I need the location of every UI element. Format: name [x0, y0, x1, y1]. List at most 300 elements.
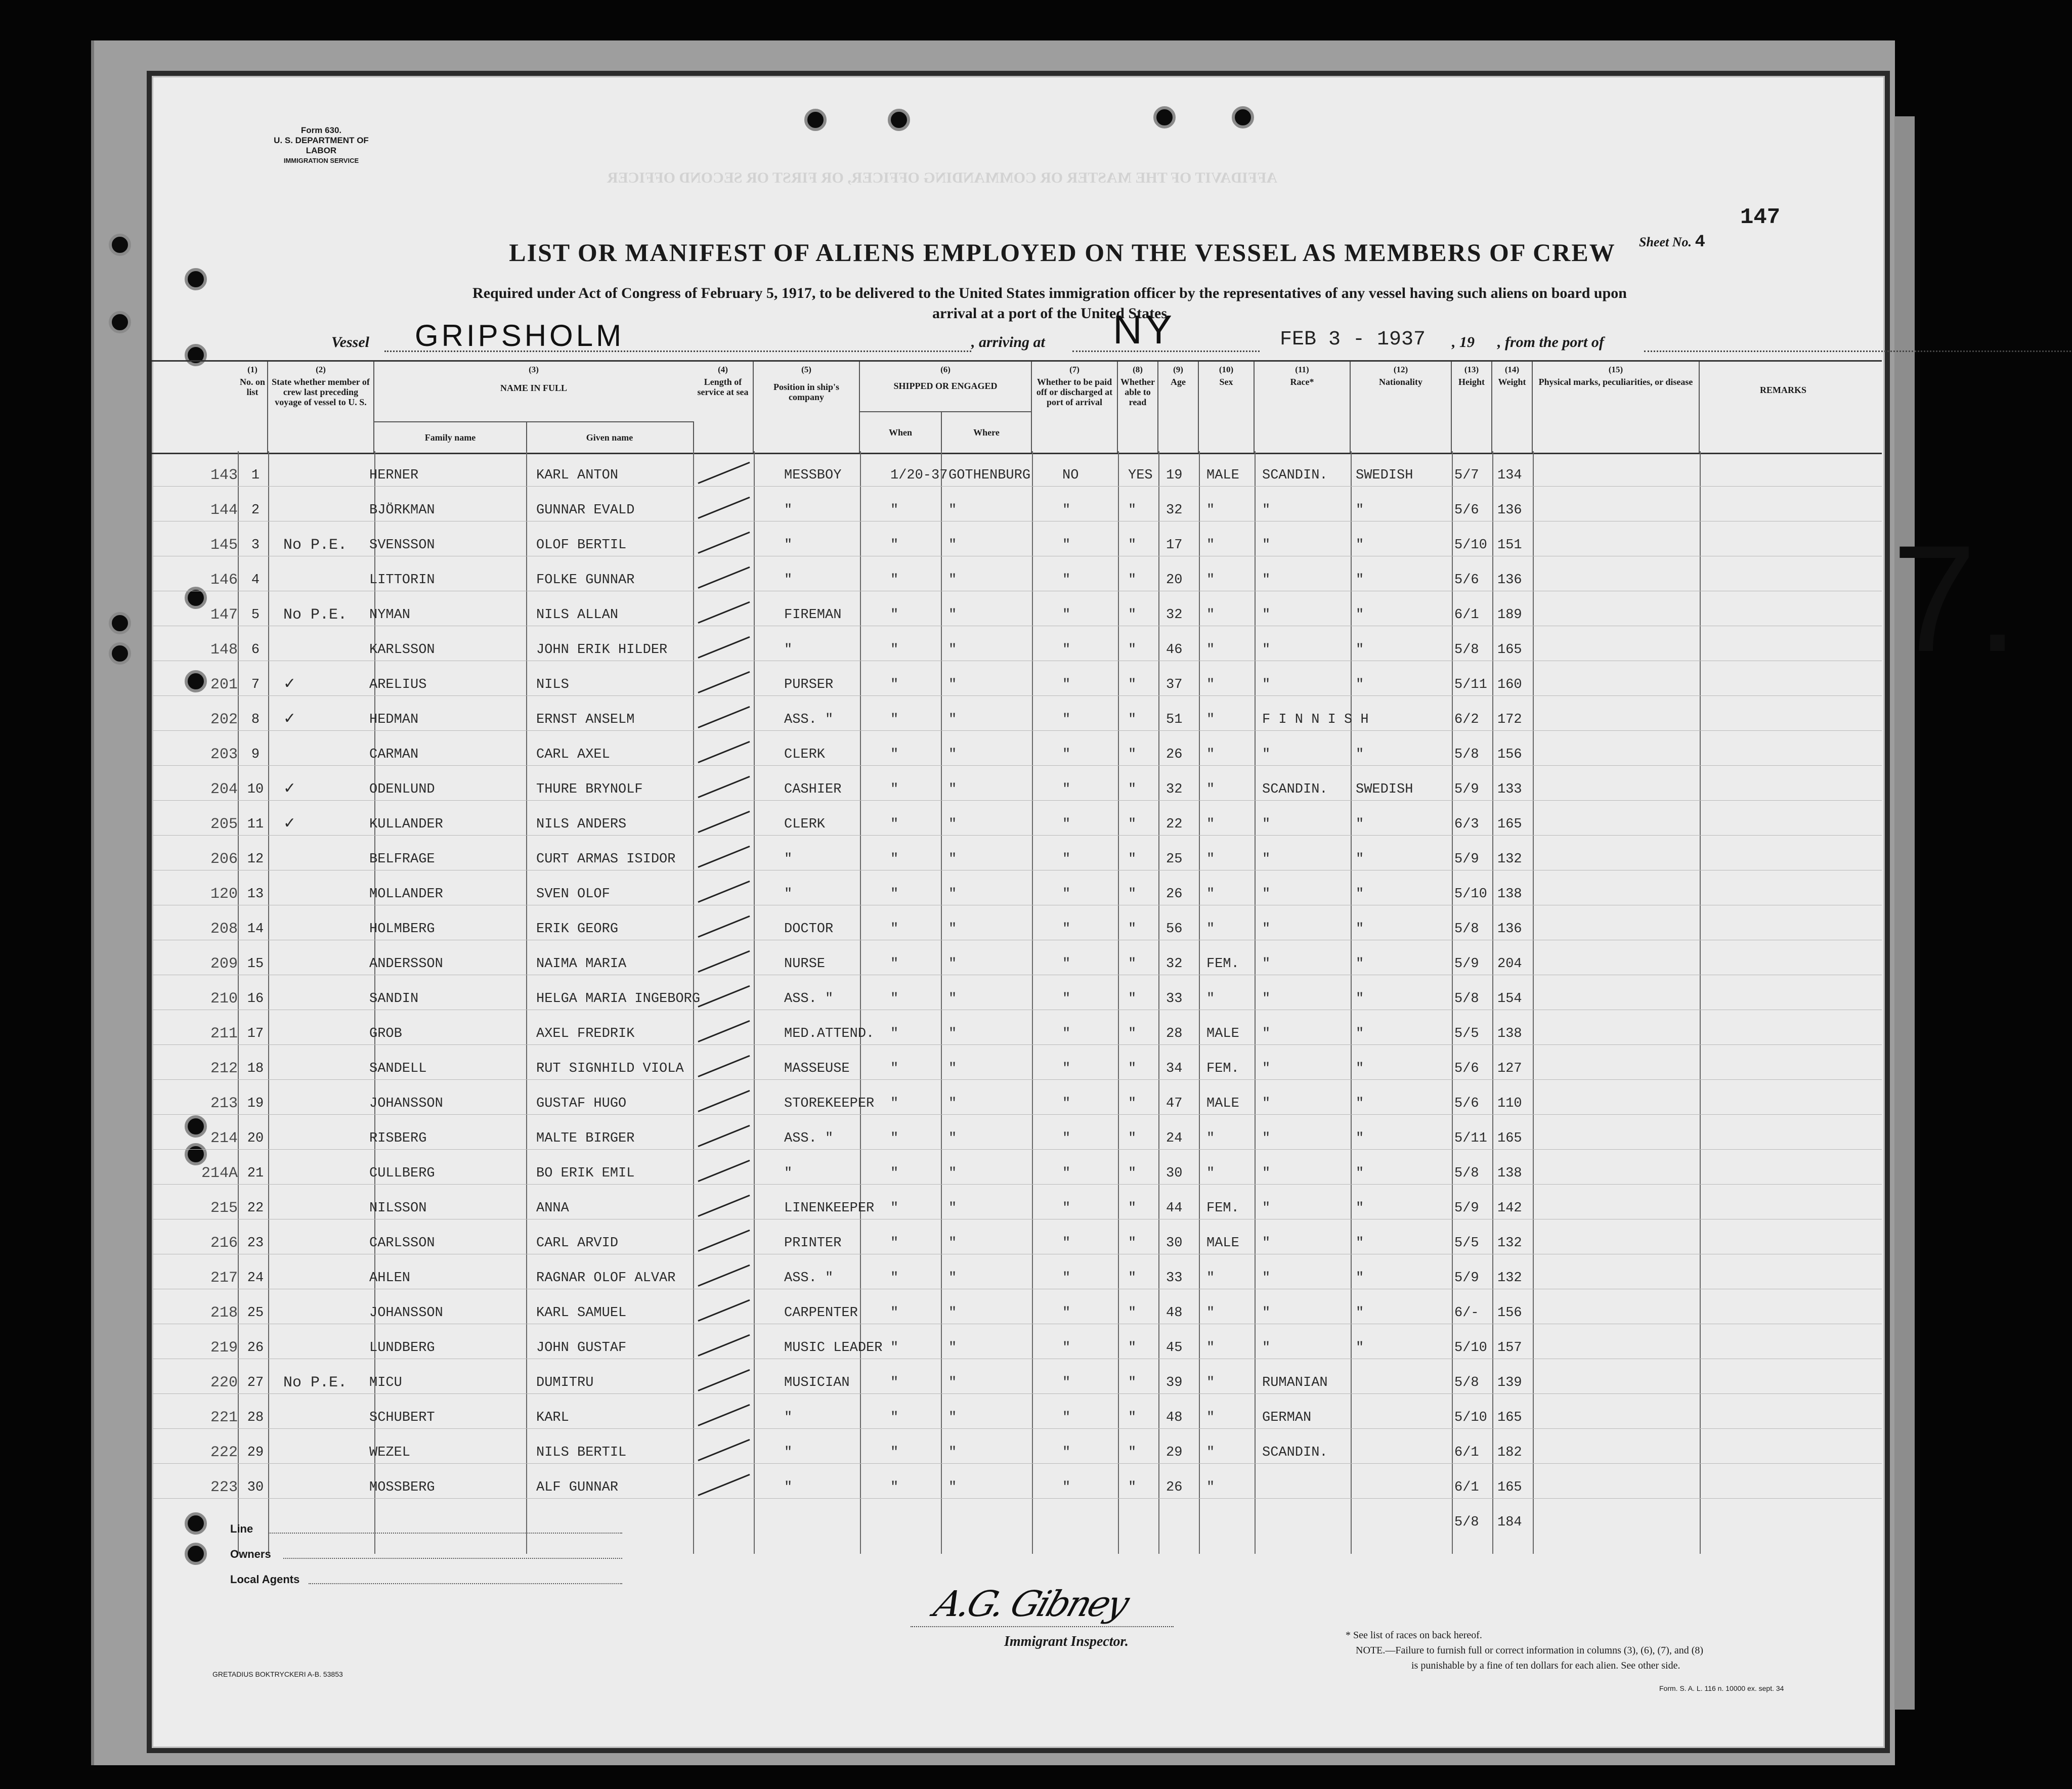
line-label: Line	[230, 1522, 253, 1535]
subtitle-line-2: arrival at a port of the United States	[932, 305, 1168, 322]
cell-when: "	[890, 1445, 899, 1460]
vessel-name: GRIPSHOLM	[415, 319, 625, 353]
cell-sex: MALE	[1206, 1236, 1239, 1251]
cell-family-name: NILSSON	[369, 1201, 427, 1216]
cell-sex: "	[1206, 712, 1215, 727]
cell-when: "	[890, 573, 899, 588]
cell-nationality: "	[1356, 1271, 1364, 1286]
header-when: When	[860, 411, 942, 453]
cell-paid-off: "	[1062, 1201, 1071, 1216]
cell-family-name: BJÖRKMAN	[369, 503, 435, 518]
cell-height: 5/9	[1454, 1201, 1479, 1216]
cell-paid-off: "	[1062, 1410, 1071, 1425]
cell-margin-number: 206	[210, 851, 238, 868]
cell-nationality: "	[1356, 1061, 1364, 1076]
service-length-mark	[698, 1125, 750, 1147]
cell-when: "	[890, 956, 899, 972]
cell-margin-number: 222	[210, 1444, 238, 1461]
cell-weight: 165	[1497, 817, 1522, 832]
cell-race: "	[1262, 1096, 1271, 1111]
cell-weight: 165	[1497, 1131, 1522, 1146]
cell-age: 32	[1166, 503, 1183, 518]
cell-read: "	[1128, 1480, 1137, 1495]
cell-nationality: SWEDISH	[1356, 468, 1413, 483]
cell-race: "	[1262, 1131, 1271, 1146]
cell-race: "	[1262, 747, 1271, 762]
cell-when: "	[890, 852, 899, 867]
cell-paid-off: "	[1062, 712, 1071, 727]
cell-weight: 136	[1497, 503, 1522, 518]
cell-position: MUSIC LEADER	[784, 1340, 883, 1356]
cell-no: 13	[247, 887, 264, 902]
cell-weight: 133	[1497, 782, 1522, 797]
cell-no: 26	[247, 1340, 264, 1356]
arriving-port: NY	[1113, 307, 1176, 352]
cell-age: 33	[1166, 1271, 1183, 1286]
cell-height: 5/10	[1454, 1410, 1487, 1425]
cell-paid-off: "	[1062, 1026, 1071, 1041]
cell-paid-off: NO	[1062, 468, 1079, 483]
cell-weight: 127	[1497, 1061, 1522, 1076]
header-remarks: REMARKS	[1759, 385, 1806, 395]
owners-field	[283, 1558, 622, 1559]
printer-mark: GRETADIUS BOKTRYCKERI A-B. 53853	[212, 1670, 343, 1678]
cell-position: "	[784, 1480, 793, 1495]
cell-margin-number: 144	[210, 502, 238, 519]
cell-nationality: "	[1356, 503, 1364, 518]
cell-given-name: ERIK GEORG	[536, 922, 619, 937]
cell-position: CLERK	[784, 747, 826, 762]
cell-height: 5/8	[1454, 991, 1479, 1007]
cell-age: 32	[1166, 956, 1183, 972]
cell-when: "	[890, 1236, 899, 1251]
cell-read: "	[1128, 1445, 1137, 1460]
table-row	[152, 486, 1882, 521]
cell-age: 56	[1166, 922, 1183, 937]
cell-where: "	[948, 1445, 957, 1460]
cell-height: 5/8	[1454, 642, 1479, 658]
cell-paid-off: "	[1062, 922, 1071, 937]
cell-no: 7	[251, 677, 260, 692]
cell-where: "	[948, 538, 957, 553]
cell-sex: "	[1206, 991, 1215, 1007]
cell-when: "	[890, 1340, 899, 1356]
cell-family-name: MICU	[369, 1375, 402, 1390]
cell-race: "	[1262, 1061, 1271, 1076]
cell-margin-number: 219	[210, 1339, 238, 1357]
cell-where: "	[948, 642, 957, 658]
sheet-stamp: 147	[1740, 205, 1781, 230]
cell-prior-voyage: No P.E.	[283, 1374, 348, 1391]
cell-age: 48	[1166, 1410, 1183, 1425]
cell-race: "	[1262, 991, 1271, 1007]
service-length-mark	[698, 636, 750, 659]
cell-when: "	[890, 1096, 899, 1111]
service-length-mark	[698, 566, 750, 589]
agents-label: Local Agents	[230, 1573, 300, 1586]
cell-when: "	[890, 782, 899, 797]
cell-position: "	[784, 573, 793, 588]
table-row	[152, 1393, 1882, 1429]
cell-where: GOTHENBURG	[948, 468, 1031, 483]
cell-family-name: MOSSBERG	[369, 1480, 435, 1495]
owners-label: Owners	[230, 1548, 271, 1560]
cell-height: 5/8	[1454, 922, 1479, 937]
service-length-mark	[698, 1404, 750, 1426]
table-row	[152, 1219, 1882, 1254]
cell-height: 5/11	[1454, 1131, 1487, 1146]
cell-no: 29	[247, 1445, 264, 1460]
cell-no: 16	[247, 991, 264, 1007]
cell-weight: 156	[1497, 1305, 1522, 1321]
cell-read: "	[1128, 607, 1137, 623]
cell-position: MUSICIAN	[784, 1375, 850, 1390]
cell-given-name: RAGNAR OLOF ALVAR	[536, 1271, 676, 1286]
cell-height: 5/6	[1454, 1096, 1479, 1111]
cell-read: "	[1128, 538, 1137, 553]
cell-age: 28	[1166, 1026, 1183, 1041]
cell-when: "	[890, 1271, 899, 1286]
cell-nationality: "	[1356, 538, 1364, 553]
cell-paid-off: "	[1062, 573, 1071, 588]
cell-margin-number: 145	[210, 537, 238, 554]
cell-height: 5/9	[1454, 852, 1479, 867]
cell-paid-off: "	[1062, 1131, 1071, 1146]
cell-age: 17	[1166, 538, 1183, 553]
cell-weight: 182	[1497, 1445, 1522, 1460]
cell-age: 30	[1166, 1166, 1183, 1181]
header-age: (9) Age	[1158, 362, 1199, 453]
cell-no: 20	[247, 1131, 264, 1146]
cell-margin-number: 214A	[201, 1165, 238, 1182]
cell-when: "	[890, 642, 899, 658]
cell-family-name: ANDERSSON	[369, 956, 443, 972]
cell-given-name: JOHN ERIK HILDER	[536, 642, 668, 658]
cell-sex: "	[1206, 503, 1215, 518]
cell-paid-off: "	[1062, 747, 1071, 762]
service-length-mark	[698, 1160, 750, 1182]
service-length-mark	[698, 601, 750, 624]
cell-weight: 139	[1497, 1375, 1522, 1390]
cell-margin-number: 202	[210, 711, 238, 728]
cell-margin-number: 208	[210, 921, 238, 938]
cell-race: "	[1262, 956, 1271, 972]
cell-height: 5/10	[1454, 887, 1487, 902]
form-code: Form. S. A. L. 116 n. 10000 ex. sept. 34	[1659, 1684, 1784, 1692]
cell-sex: "	[1206, 607, 1215, 623]
cell-where: "	[948, 1096, 957, 1111]
cell-position: "	[784, 887, 793, 902]
cell-no: 11	[247, 817, 264, 832]
cell-margin-number: 205	[210, 816, 238, 833]
cell-given-name: KARL ANTON	[536, 468, 619, 483]
cell-family-name: ARELIUS	[369, 677, 427, 692]
cell-where: "	[948, 922, 957, 937]
cell-position: ASS. "	[784, 1131, 834, 1146]
cell-when: 1/20-37	[890, 468, 948, 483]
cell-height: 5/5	[1454, 1026, 1479, 1041]
cell-read: "	[1128, 1026, 1137, 1041]
cell-height: 6/2	[1454, 712, 1479, 727]
cell-position: STOREKEEPER	[784, 1096, 875, 1111]
cell-age: 37	[1166, 677, 1183, 692]
cell-family-name: HERNER	[369, 468, 419, 483]
cell-when: "	[890, 503, 899, 518]
inspector-label: Immigrant Inspector.	[1004, 1634, 1129, 1649]
cell-weight: 138	[1497, 887, 1522, 902]
cell-no: 12	[247, 852, 264, 867]
cell-given-name: RUT SIGNHILD VIOLA	[536, 1061, 684, 1076]
cell-height: 5/9	[1454, 782, 1479, 797]
cell-nationality: "	[1356, 677, 1364, 692]
cell-age: 30	[1166, 1236, 1183, 1251]
header-read: (8) Whether able to read	[1118, 362, 1158, 453]
cell-height: 5/5	[1454, 1236, 1479, 1251]
signature-line	[911, 1626, 1174, 1627]
cell-margin-number: 212	[210, 1060, 238, 1077]
header-race: (11) Race*	[1255, 362, 1351, 453]
cell-nationality: "	[1356, 1166, 1364, 1181]
table-row	[152, 1079, 1882, 1115]
cell-height: 6/1	[1454, 607, 1479, 623]
cell-age: 34	[1166, 1061, 1183, 1076]
cell-weight: 136	[1497, 573, 1522, 588]
cell-paid-off: "	[1062, 538, 1071, 553]
header-name: (3) NAME IN FULL Family name Given name	[374, 362, 693, 453]
cell-where: "	[948, 1410, 957, 1425]
cell-prior-voyage: ✓	[283, 676, 296, 693]
cell-when: "	[890, 1201, 899, 1216]
cell-where: "	[948, 782, 957, 797]
cell-sex: FEM.	[1206, 1201, 1239, 1216]
cell-read: "	[1128, 922, 1137, 937]
cell-when: "	[890, 1061, 899, 1076]
cell-paid-off: "	[1062, 956, 1071, 972]
cell-when: "	[890, 991, 899, 1007]
cell-no: 27	[247, 1375, 264, 1390]
cell-sex: "	[1206, 573, 1215, 588]
cell-read: "	[1128, 1061, 1137, 1076]
cell-paid-off: "	[1062, 991, 1071, 1007]
cell-given-name: NILS BERTIL	[536, 1445, 627, 1460]
table-row	[152, 1254, 1882, 1289]
cell-weight: 189	[1497, 607, 1522, 623]
cell-age: 19	[1166, 468, 1183, 483]
service-length-mark	[698, 985, 750, 1008]
cell-read: "	[1128, 1375, 1137, 1390]
service-length-mark	[698, 950, 750, 973]
cell-height: 5/8	[1454, 1166, 1479, 1181]
cell-position: PURSER	[784, 677, 834, 692]
cell-position: MED.ATTEND.	[784, 1026, 875, 1041]
cell-margin-number: 213	[210, 1095, 238, 1112]
cell-given-name: ERNST ANSELM	[536, 712, 635, 727]
cell-race: "	[1262, 642, 1271, 658]
cell-paid-off: "	[1062, 1340, 1071, 1356]
cell-prior-voyage: ✓	[283, 781, 296, 798]
header-height: (13) Height	[1452, 362, 1492, 453]
cell-when: "	[890, 817, 899, 832]
cell-given-name: FOLKE GUNNAR	[536, 573, 635, 588]
cell-weight: 160	[1497, 677, 1522, 692]
cell-read: "	[1128, 1340, 1137, 1356]
cell-paid-off: "	[1062, 677, 1071, 692]
cell-sex: "	[1206, 1271, 1215, 1286]
service-length-mark	[698, 532, 750, 554]
cell-family-name: LITTORIN	[369, 573, 435, 588]
cell-read: "	[1128, 677, 1137, 692]
cell-no: 23	[247, 1236, 264, 1251]
table-row	[152, 556, 1882, 591]
cell-weight: 184	[1497, 1515, 1522, 1530]
cell-read: "	[1128, 642, 1137, 658]
cell-no: 22	[247, 1201, 264, 1216]
cell-where: "	[948, 1271, 957, 1286]
cell-paid-off: "	[1062, 1061, 1071, 1076]
header-family: Family name	[374, 421, 527, 453]
cell-given-name: KARL SAMUEL	[536, 1305, 627, 1321]
cell-no: 10	[247, 782, 264, 797]
cell-no: 3	[251, 538, 260, 553]
cell-weight: 156	[1497, 747, 1522, 762]
cell-height: 5/11	[1454, 677, 1487, 692]
service-length-mark	[698, 1474, 750, 1496]
cell-prior-voyage: No P.E.	[283, 537, 348, 554]
cell-nationality: "	[1356, 607, 1364, 623]
table-row	[152, 1289, 1882, 1324]
table-row	[152, 1044, 1882, 1080]
header-weight: (14) Weight	[1492, 362, 1533, 453]
cell-race: "	[1262, 1305, 1271, 1321]
table-row	[152, 661, 1882, 696]
cell-where: "	[948, 852, 957, 867]
table-row	[152, 1428, 1882, 1464]
cell-nationality: "	[1356, 747, 1364, 762]
cell-read: "	[1128, 1131, 1137, 1146]
cell-paid-off: "	[1062, 852, 1071, 867]
vessel-label: Vessel	[331, 334, 369, 351]
cell-nationality: "	[1356, 1131, 1364, 1146]
cell-where: "	[948, 1131, 957, 1146]
cell-age: 46	[1166, 642, 1183, 658]
table-row	[152, 835, 1882, 870]
cell-paid-off: "	[1062, 817, 1071, 832]
cell-race: "	[1262, 887, 1271, 902]
cell-when: "	[890, 1480, 899, 1495]
cell-given-name: NILS	[536, 677, 569, 692]
date-stamp: FEB 3 - 1937	[1280, 328, 1426, 351]
cell-prior-voyage: ✓	[283, 816, 296, 833]
cell-nationality: "	[1356, 991, 1364, 1007]
cell-weight: 138	[1497, 1166, 1522, 1181]
punch-hole	[1153, 106, 1176, 128]
cell-margin-number: 143	[210, 467, 238, 484]
cell-age: 25	[1166, 852, 1183, 867]
cell-when: "	[890, 1410, 899, 1425]
cell-nationality: "	[1356, 887, 1364, 902]
cell-age: 47	[1166, 1096, 1183, 1111]
table-row	[152, 521, 1882, 556]
cell-sex: MALE	[1206, 468, 1239, 483]
cell-where: "	[948, 1375, 957, 1390]
service-length-mark	[698, 811, 750, 833]
punch-hole	[109, 234, 131, 256]
sheet-value: 4	[1695, 233, 1705, 252]
cell-read: "	[1128, 1166, 1137, 1181]
service-length-mark	[698, 462, 750, 484]
cell-given-name: AXEL FREDRIK	[536, 1026, 635, 1041]
cell-weight: 132	[1497, 1271, 1522, 1286]
cell-when: "	[890, 607, 899, 623]
cell-where: "	[948, 1166, 957, 1181]
cell-given-name: KARL	[536, 1410, 569, 1425]
service-length-mark	[698, 1230, 750, 1252]
cell-margin-number: 223	[210, 1479, 238, 1496]
cell-paid-off: "	[1062, 1375, 1071, 1390]
cell-position: "	[784, 503, 793, 518]
cell-weight: 132	[1497, 1236, 1522, 1251]
service-length-mark	[698, 1299, 750, 1322]
cell-family-name: HOLMBERG	[369, 922, 435, 937]
cell-where: "	[948, 1305, 957, 1321]
cell-weight: 136	[1497, 922, 1522, 937]
cell-family-name: SANDELL	[369, 1061, 427, 1076]
cell-where: "	[948, 712, 957, 727]
header-nationality: (12) Nationality	[1351, 362, 1452, 453]
cell-height: 6/-	[1454, 1305, 1479, 1321]
page-title: LIST OR MANIFEST OF ALIENS EMPLOYED ON THE VESSEL AS MEMBERS OF CREW	[509, 238, 1616, 267]
cell-paid-off: "	[1062, 503, 1071, 518]
header-physical: (15) Physical marks, peculiarities, or disease	[1533, 362, 1700, 453]
header-position: (5) Position in ship's company	[754, 362, 860, 453]
crew-table	[152, 360, 1882, 1530]
cell-height: 6/1	[1454, 1445, 1479, 1460]
cell-family-name: WEZEL	[369, 1445, 411, 1460]
cell-height: 5/10	[1454, 1340, 1487, 1356]
cell-position: "	[784, 1410, 793, 1425]
cell-no: 14	[247, 922, 264, 937]
cell-read: "	[1128, 782, 1137, 797]
cell-margin-number: 201	[210, 676, 238, 693]
cell-given-name: GUSTAF HUGO	[536, 1096, 627, 1111]
cell-given-name: CURT ARMAS ISIDOR	[536, 852, 676, 867]
cell-paid-off: "	[1062, 1445, 1071, 1460]
cell-race: "	[1262, 607, 1271, 623]
header-shipped: (6) SHIPPED OR ENGAGED When Where	[860, 362, 1032, 453]
cell-sex: "	[1206, 642, 1215, 658]
cell-margin-number: 214	[210, 1130, 238, 1147]
cell-sex: "	[1206, 817, 1215, 832]
form-info	[263, 125, 379, 166]
cell-race: "	[1262, 817, 1271, 832]
cell-margin-number: 147	[210, 606, 238, 624]
service-length-mark	[698, 671, 750, 693]
cell-sex: "	[1206, 747, 1215, 762]
cell-prior-voyage: No P.E.	[283, 606, 348, 624]
cell-margin-number: 217	[210, 1270, 238, 1287]
cell-when: "	[890, 1026, 899, 1041]
cell-when: "	[890, 1131, 899, 1146]
cell-family-name: KULLANDER	[369, 817, 443, 832]
cell-when: "	[890, 922, 899, 937]
inspector-signature: A.G. Gibney	[929, 1583, 1133, 1625]
cell-family-name: HEDMAN	[369, 712, 419, 727]
table-row	[152, 765, 1882, 801]
cell-position: LINENKEEPER	[784, 1201, 875, 1216]
cell-given-name: MALTE BIRGER	[536, 1131, 635, 1146]
cell-nationality: "	[1356, 1201, 1364, 1216]
sheet-number	[1639, 233, 1705, 252]
